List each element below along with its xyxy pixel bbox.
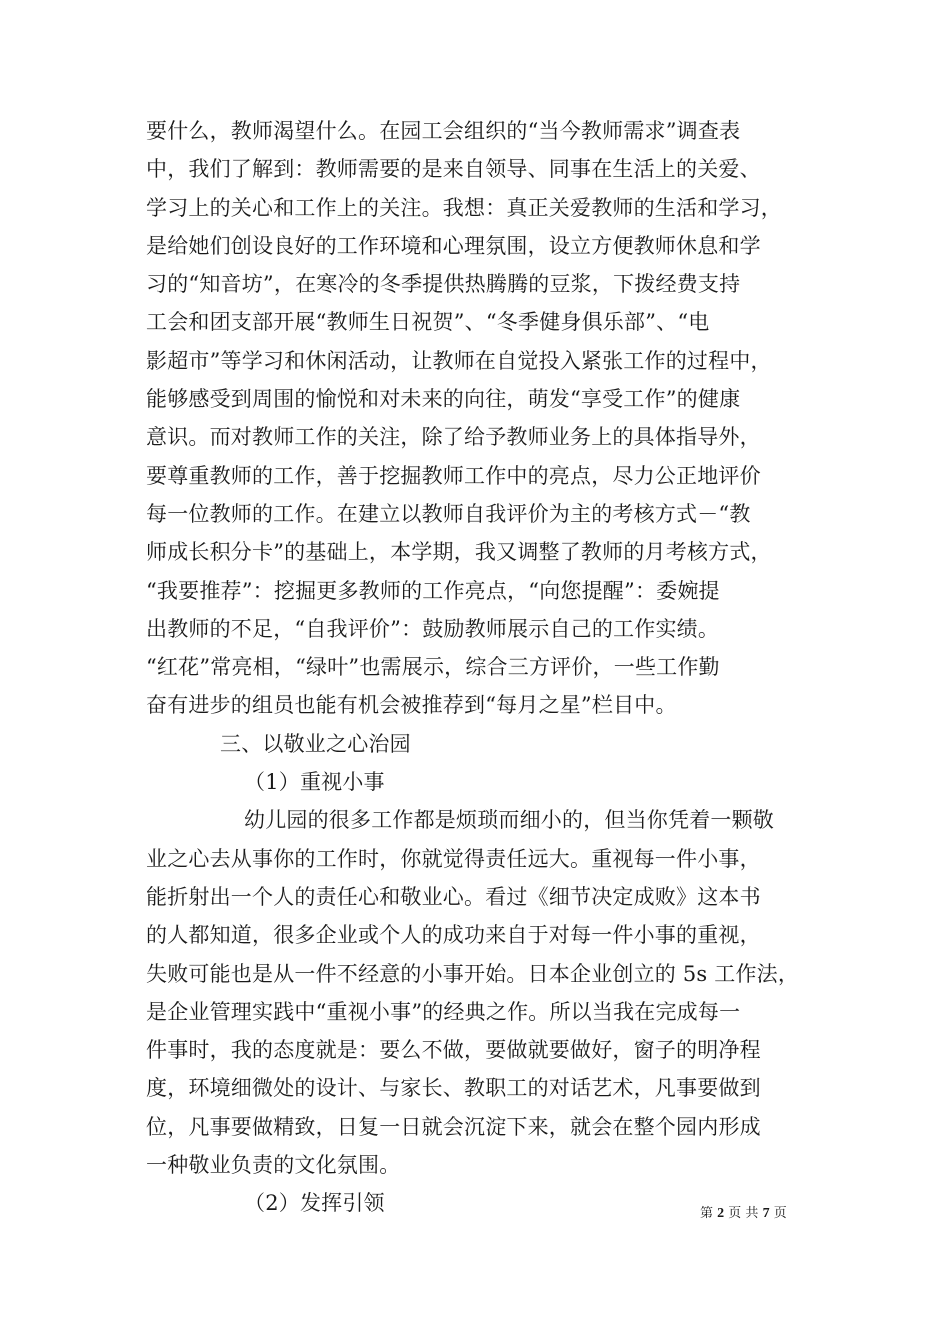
footer-middle: 页 共	[728, 1206, 759, 1221]
body-line: 中，我们了解到：教师需要的是来自领导、同事在生活上的关爱、	[146, 157, 761, 182]
body-line: “我要推荐”：挖掘更多教师的工作亮点，“向您提醒”：委婉提	[146, 578, 720, 603]
sub-heading: （2）发挥引领	[244, 1191, 385, 1216]
body-line: 工会和团支部开展“教师生日祝贺”、“冬季健身俱乐部”、“电	[146, 310, 710, 335]
body-line: 位，凡事要做精致，日复一日就会沉淀下来，就会在整个园内形成	[146, 1114, 761, 1139]
body-line: 失败可能也是从一件不经意的小事开始。日本企业创立的 5s 工作法，	[146, 961, 800, 986]
body-line: 奋有进步的组员也能有机会被推荐到“每月之星”栏目中。	[146, 693, 677, 718]
body-line: 幼儿园的很多工作都是烦琐而细小的，但当你凭着一颗敬	[244, 808, 774, 833]
body-line: 业之心去从事你的工作时，你就觉得责任远大。重视每一件小事，	[146, 846, 761, 871]
body-line: 的人都知道，很多企业或个人的成功来自于对每一件小事的重视，	[146, 923, 761, 948]
sub-heading: （1）重视小事	[244, 770, 385, 795]
total-pages-number: 7	[762, 1206, 770, 1221]
section-heading: 三、以敬业之心治园	[220, 731, 411, 756]
body-line: 是给她们创设良好的工作环境和心理氛围，设立方便教师休息和学	[146, 233, 761, 258]
body-line: 件事时，我的态度就是：要么不做，要做就要做好，窗子的明净程	[146, 1038, 761, 1063]
page-footer	[700, 1202, 850, 1222]
body-line: 师成长积分卡”的基础上，本学期，我又调整了教师的月考核方式，	[146, 540, 772, 565]
document-body	[146, 112, 826, 1223]
body-line: 每一位教师的工作。在建立以教师自我评价为主的考核方式－“教	[146, 501, 751, 526]
body-line: “红花”常亮相，“绿叶”也需展示，综合三方评价，一些工作勤	[146, 655, 720, 680]
body-line: 学习上的关心和工作上的关注。我想：真正关爱教师的生活和学习，	[146, 195, 782, 220]
body-line: 意识。而对教师工作的关注，除了给予教师业务上的具体指导外，	[146, 425, 761, 450]
body-line: 能够感受到周围的愉悦和对未来的向往，萌发“享受工作”的健康	[146, 387, 741, 412]
body-line: 度，环境细微处的设计、与家长、教职工的对话艺术，凡事要做到	[146, 1076, 761, 1101]
body-line: 是企业管理实践中“重视小事”的经典之作。所以当我在完成每一	[146, 999, 741, 1024]
body-line: 能折射出一个人的责任心和敬业心。看过《细节决定成败》这本书	[146, 884, 761, 909]
body-line: 影超市”等学习和休闲活动，让教师在自觉投入紧张工作的过程中，	[146, 348, 772, 373]
current-page-number: 2	[717, 1206, 725, 1221]
footer-suffix: 页	[773, 1206, 787, 1221]
footer-prefix: 第	[700, 1206, 714, 1221]
body-line: 习的“知音坊”，在寒冷的冬季提供热腾腾的豆浆，下拨经费支持	[146, 272, 741, 297]
body-line: 要尊重教师的工作，善于挖掘教师工作中的亮点，尽力公正地评价	[146, 463, 761, 488]
body-line: 要什么，教师渴望什么。在园工会组织的“当今教师需求”调查表	[146, 119, 741, 143]
body-line: 一种敬业负责的文化氛围。	[146, 1153, 401, 1178]
body-line: 出教师的不足，“自我评价”：鼓励教师展示自己的工作实绩。	[146, 616, 720, 641]
